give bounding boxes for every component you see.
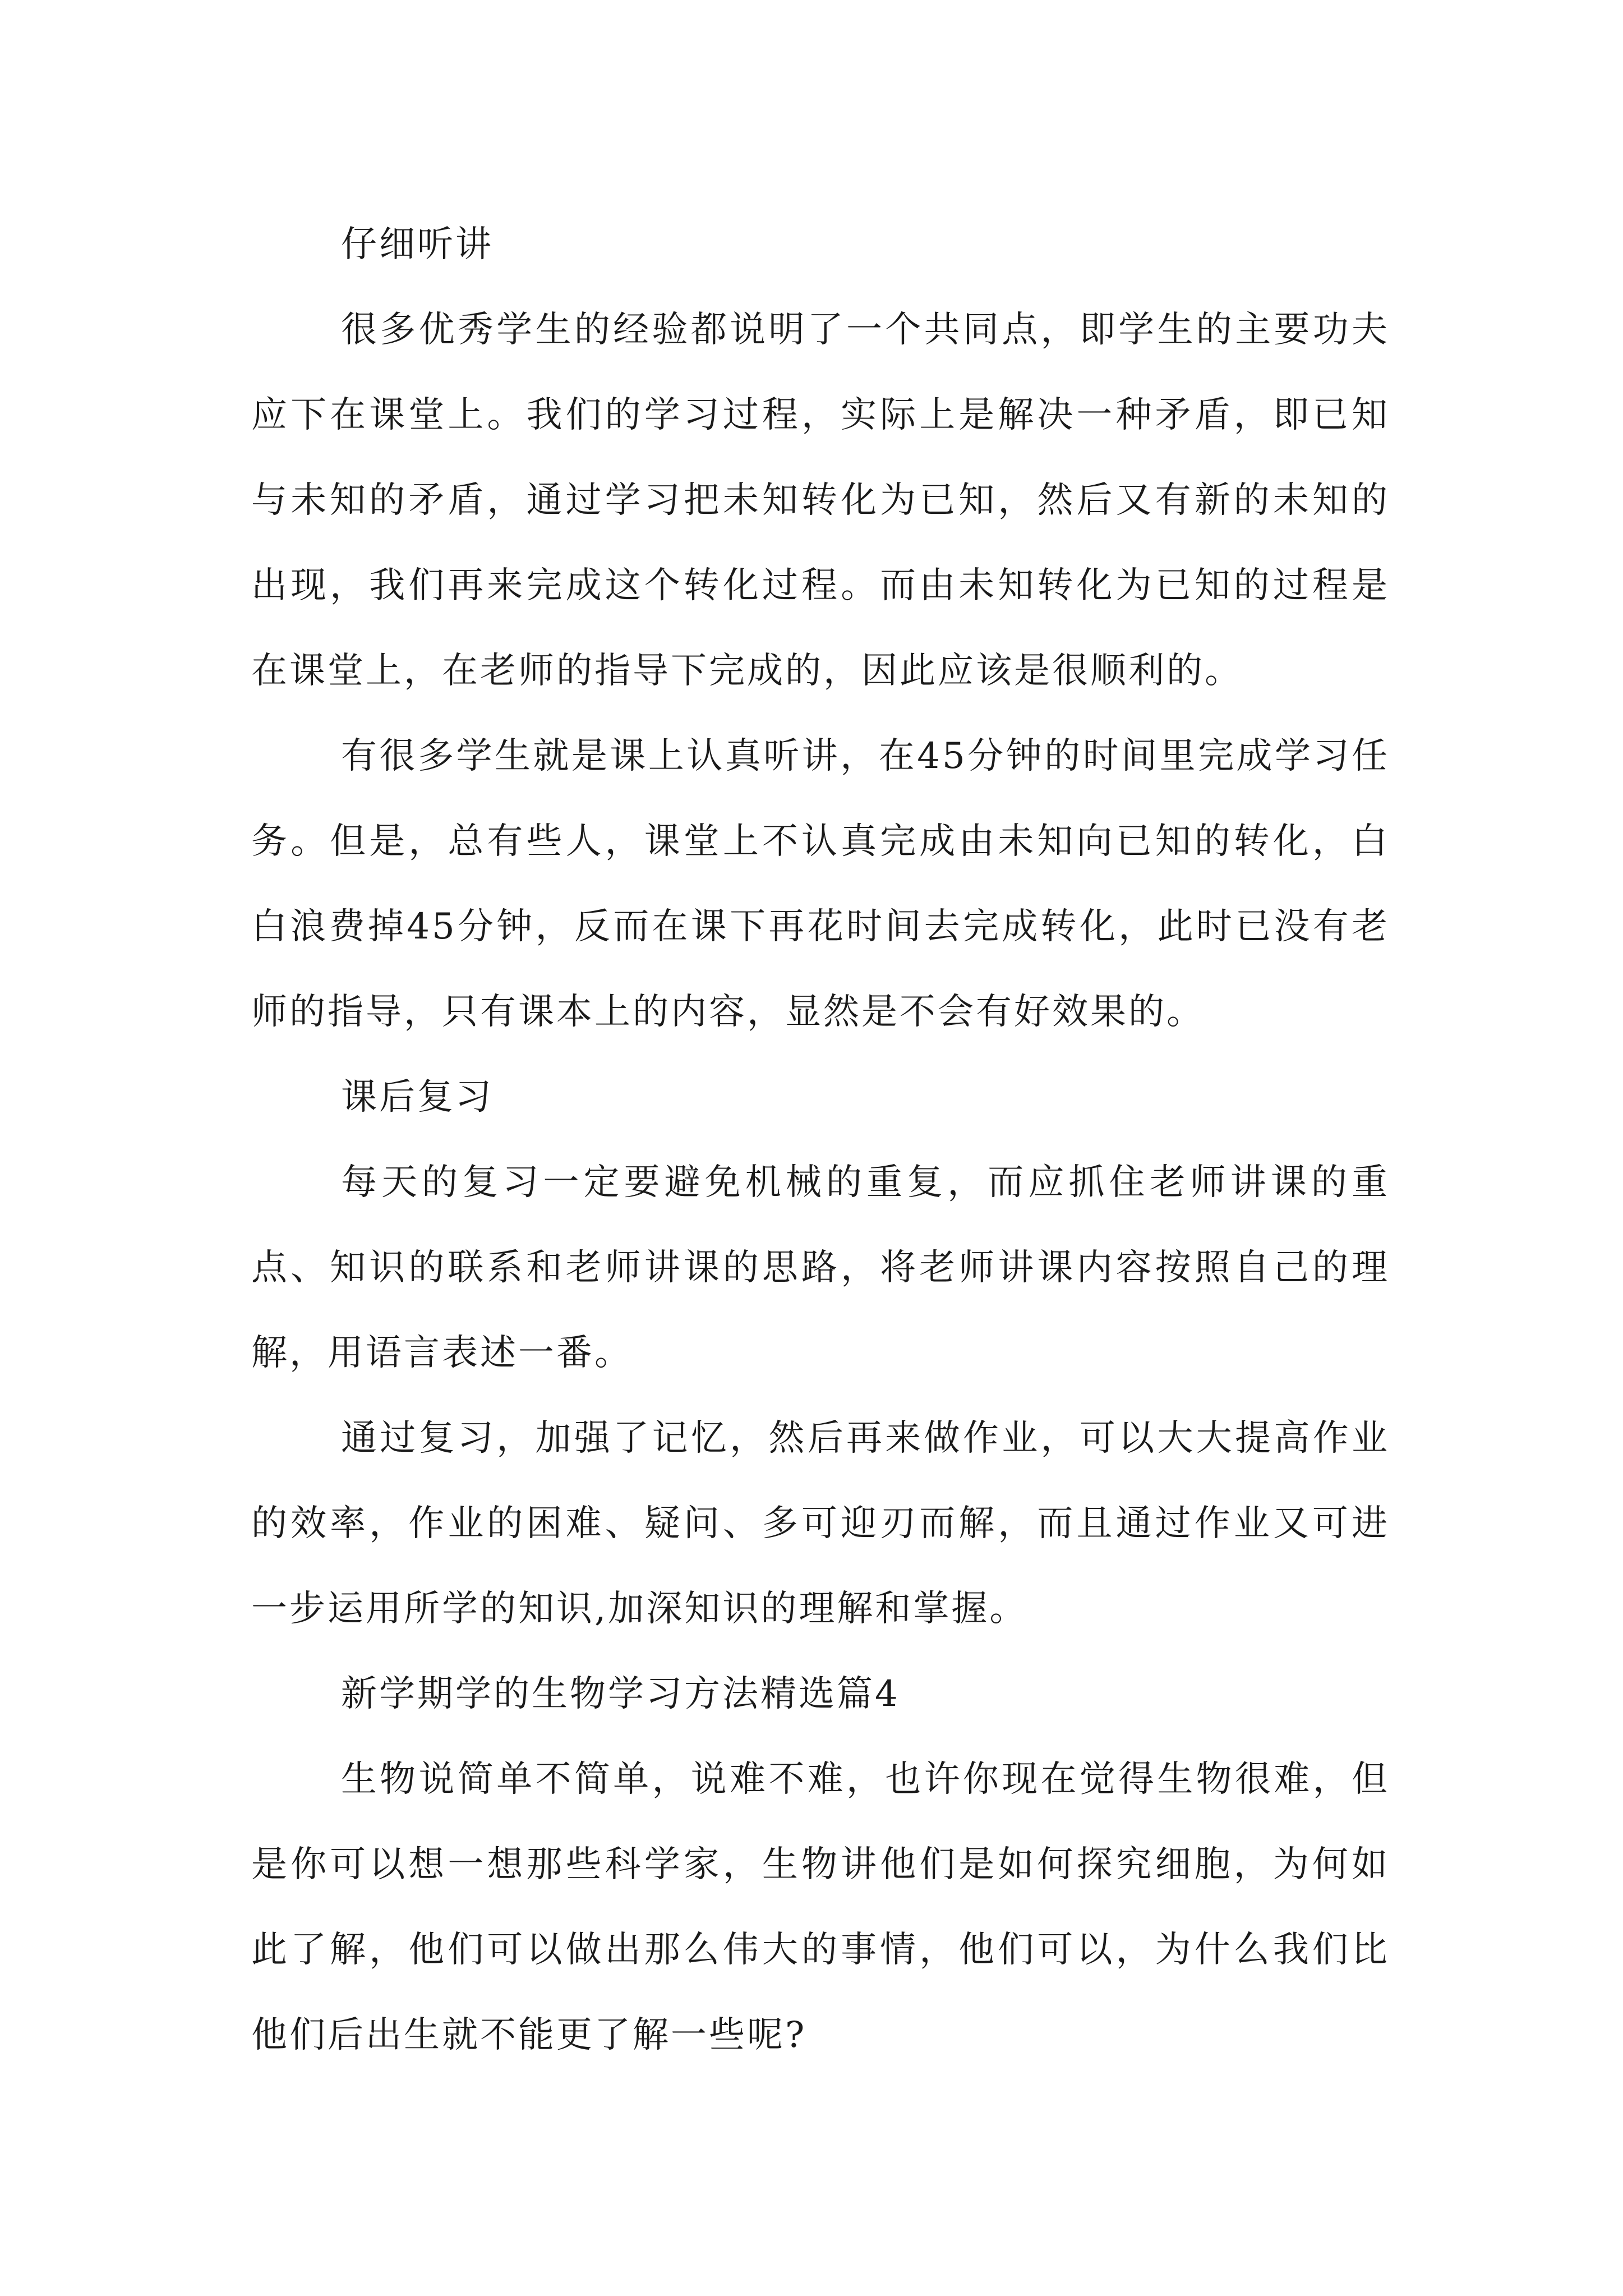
paragraph-45-minutes: 有很多学生就是课上认真听讲，在45分钟的时间里完成学习任务。但是，总有些人，课堂上不认真完成由未知向已知的转化，白白浪费掉45分钟，反而在课下再花时间去完成转化，此时已没有老师的指导，只有课本上的内容，显然是不会有好效果的。 [251, 735, 1390, 1033]
section-heading-chapter-4: 新学期学的生物学习方法精选篇4 [341, 1673, 900, 1715]
paragraph-classroom-focus: 很多优秀学生的经验都说明了一个共同点，即学生的主要功夫应下在课堂上。我们的学习过程，实际上是解决一种矛盾，即已知与未知的矛盾，通过学习把未知转化为已知，然后又有新的未知的出现，我们再来完成这个转化过程。而由未知转化为已知的过程是在课堂上，在老师的指导下完成的，因此应该是很顺利的。 [251, 309, 1390, 692]
paragraph-biology-intro: 生物说简单不简单，说难不难，也许你现在觉得生物很难，但是你可以想一想那些科学家，生物讲他们是如何探究细胞，为何如此了解，他们可以做出那么伟大的事情，他们可以，为什么我们比他们后出生就不能更了解一些呢? [251, 1759, 1390, 2056]
section-heading-review: 课后复习 [341, 1076, 494, 1118]
document-body [251, 202, 1390, 2078]
paragraph-homework-efficiency: 通过复习，加强了记忆，然后再来做作业，可以大大提高作业的效率，作业的困难、疑问、多可迎刃而解，而且通过作业又可进一步运用所学的知识,加深知识的理解和掌握。 [251, 1418, 1390, 1630]
section-heading-listen: 仔细听讲 [341, 224, 494, 265]
paragraph-daily-review: 每天的复习一定要避免机械的重复，而应抓住老师讲课的重点、知识的联系和老师讲课的思路，将老师讲课内容按照自己的理解，用语言表述一番。 [251, 1162, 1390, 1374]
